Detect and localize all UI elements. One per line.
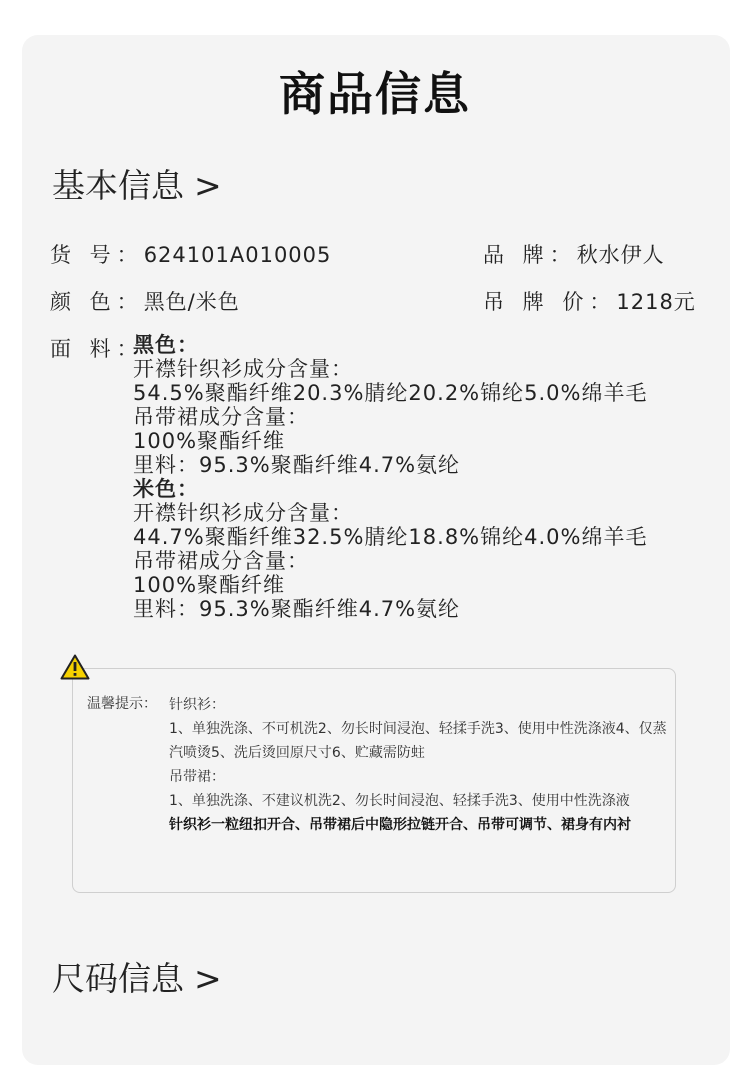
price-label: 吊 牌 价： bbox=[483, 290, 617, 314]
black-cardigan-title: 开襟针织衫成分含量： bbox=[133, 357, 353, 381]
skirt-care-text: 1、单独洗涤、不建议机洗2、勿长时间浸泡、轻揉手洗3、使用中性洗涤液 bbox=[169, 793, 630, 809]
brand-label: 品 牌： bbox=[483, 243, 577, 267]
chevron-right-icon: > bbox=[194, 959, 222, 998]
color-row bbox=[50, 286, 240, 316]
color-value: 黑色/米色 bbox=[143, 290, 240, 314]
size-info-title: 尺码信息 bbox=[52, 959, 184, 998]
fabric-composition bbox=[133, 333, 648, 621]
black-cardigan-value: 54.5%聚酯纤维20.3%腈纶20.2%锦纶5.0%绵羊毛 bbox=[133, 381, 648, 405]
item-number-row bbox=[50, 239, 331, 269]
black-color-title: 黑色： bbox=[133, 333, 199, 357]
beige-cardigan-value: 44.7%聚酯纤维32.5%腈纶18.8%锦纶4.0%绵羊毛 bbox=[133, 525, 648, 549]
notice-label: 温馨提示： bbox=[87, 696, 157, 712]
black-skirt-title: 吊带裙成分含量： bbox=[133, 405, 309, 429]
brand-value: 秋水伊人 bbox=[576, 243, 665, 267]
price-value: 1218元 bbox=[616, 290, 696, 314]
black-lining: 里料：95.3%聚酯纤维4.7%氨纶 bbox=[133, 453, 461, 477]
chevron-right-icon: > bbox=[194, 166, 222, 205]
size-info-heading bbox=[52, 953, 222, 1000]
knit-care-title: 针织衫： bbox=[169, 697, 225, 713]
beige-cardigan-title: 开襟针织衫成分含量： bbox=[133, 501, 353, 525]
price-row bbox=[483, 286, 696, 316]
fabric-label: 面 料： bbox=[50, 337, 144, 361]
page-title: 商品信息 bbox=[279, 67, 471, 121]
black-skirt-value: 100%聚酯纤维 bbox=[133, 429, 286, 453]
color-label: 颜 色： bbox=[50, 290, 144, 314]
basic-info-heading bbox=[52, 160, 222, 207]
brand-row bbox=[483, 239, 665, 269]
closure-detail-text: 针织衫一粒纽扣开合、吊带裙后中隐形拉链开合、吊带可调节、裙身有内衬 bbox=[169, 817, 631, 833]
notice-body bbox=[169, 693, 669, 837]
knit-care-text: 1、单独洗涤、不可机洗2、勿长时间浸泡、轻揉手洗3、使用中性洗涤液4、仅蒸汽喷烫5、洗后烫回原尺寸6、贮藏需防蛀 bbox=[169, 721, 667, 761]
fabric-label-row bbox=[50, 333, 144, 363]
skirt-care-title: 吊带裙： bbox=[169, 769, 225, 785]
item-number-label: 货 号： bbox=[50, 243, 144, 267]
beige-color-title: 米色： bbox=[133, 477, 199, 501]
care-notice-box bbox=[72, 668, 676, 893]
item-number-value: 624101A010005 bbox=[143, 243, 332, 267]
beige-skirt-title: 吊带裙成分含量： bbox=[133, 549, 309, 573]
beige-skirt-value: 100%聚酯纤维 bbox=[133, 573, 286, 597]
warning-icon bbox=[60, 654, 90, 680]
beige-lining: 里料：95.3%聚酯纤维4.7%氨纶 bbox=[133, 597, 461, 621]
basic-info-title: 基本信息 bbox=[52, 166, 184, 205]
